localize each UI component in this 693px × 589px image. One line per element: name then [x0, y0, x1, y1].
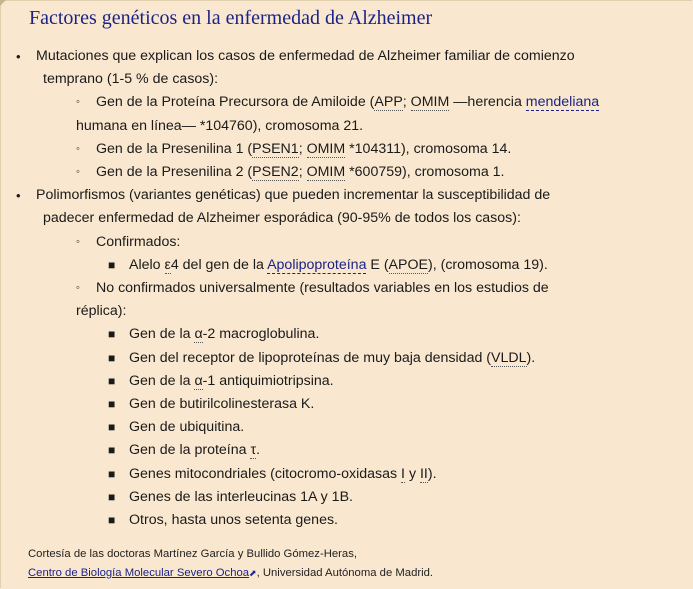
abbr-roman-i[interactable]: I — [401, 465, 405, 482]
link-cbm-severo-ochoa[interactable]: Centro de Biología Molecular Severo Ochoa — [28, 567, 250, 579]
list-item-polymorphisms-cont: padecer enfermedad de Alzheimer esporádica (90-95% de todos los casos): — [43, 210, 521, 227]
list-item-not-confirmed: ◦ No confirmados universalmente (resultados variables en los estudios de — [28, 277, 668, 300]
list-item-gene-7: ■ Genes mitocondriales (citocromo-oxidasas I y II). — [28, 463, 668, 486]
bullet-disc-icon: • — [16, 188, 21, 204]
credits — [28, 545, 433, 583]
bullet-disc-icon: • — [16, 49, 21, 64]
abbr-apoe[interactable]: APOE — [388, 256, 428, 273]
list-item-apoe: ■ Alelo ε4 del gen de la Apolipoproteína E (APOE), (cromosoma 19). — [28, 254, 668, 277]
bullet-square-icon: ■ — [108, 257, 116, 272]
credits-line-1: Cortesía de las doctoras Martínez García y Bullido Gómez-Heras, — [28, 548, 357, 560]
corner-mark — [0, 0, 6, 6]
external-link-icon: ⬈ — [249, 568, 257, 578]
abbr-omim[interactable]: OMIM — [306, 164, 346, 181]
bullet-circle-icon: ◦ — [76, 282, 80, 295]
credits-line-2: Centro de Biología Molecular Severo Ochoa⬈, Universidad Autónoma de Madrid. — [28, 567, 434, 579]
list-item-gene-8: ■ Genes de las interleucinas 1A y 1B. — [28, 486, 668, 509]
abbr-psen2[interactable]: PSEN2 — [252, 164, 299, 181]
list-item-psen1: ◦ Gen de la Presenilina 1 (PSEN1; OMIM *104311), cromosoma 14. — [28, 138, 668, 161]
list-item-gene-4: ■ Gen de butirilcolinesterasa K. — [28, 393, 668, 416]
link-mendeliana[interactable]: mendeliana — [525, 94, 600, 111]
abbr-epsilon[interactable]: ε — [164, 256, 171, 273]
abbr-roman-ii[interactable]: II — [419, 465, 428, 482]
list-item-gene-1: ■ Gen de la α-2 macroglobulina. — [28, 323, 668, 346]
bullet-square-icon: ■ — [108, 373, 116, 388]
list-item-psen2: ◦ Gen de la Presenilina 2 (PSEN2; OMIM *600759), cromosoma 1. — [28, 161, 668, 184]
list-item-gene-5: ■ Gen de ubiquitina. — [28, 416, 668, 439]
bullet-square-icon: ■ — [108, 443, 116, 458]
abbr-alpha[interactable]: α — [194, 326, 203, 343]
list-item-app-cont: humana en línea— *104760), cromosoma 21. — [76, 117, 364, 134]
abbr-omim[interactable]: OMIM — [410, 94, 450, 111]
abbr-tau[interactable]: τ — [250, 442, 257, 459]
list-item-mutations-cont: temprano (1-5 % de casos): — [43, 71, 219, 88]
list-item-gene-3: ■ Gen de la α-1 antiquimiotripsina. — [28, 370, 668, 393]
bullet-square-icon: ■ — [108, 397, 116, 412]
abbr-app[interactable]: APP — [374, 94, 403, 111]
bullet-square-icon: ■ — [108, 489, 116, 504]
list-item-gene-9: ■ Otros, hasta unos setenta genes. — [28, 509, 668, 532]
abbr-vldl[interactable]: VLDL — [491, 349, 527, 366]
list-item-gene-2: ■ Gen del receptor de lipoproteínas de muy baja densidad (VLDL). — [28, 347, 668, 370]
list-item-gene-6: ■ Gen de la proteína τ. — [28, 439, 668, 462]
link-apolipoproteina[interactable]: Apolipoproteína — [267, 256, 367, 273]
bullet-square-icon: ■ — [108, 420, 116, 435]
abbr-omim[interactable]: OMIM — [306, 140, 346, 157]
list-item-confirmed: ◦ Confirmados: — [28, 231, 668, 254]
abbr-alpha[interactable]: α — [194, 372, 203, 389]
page-title: Factores genéticos en la enfermedad de Alzheimer — [29, 7, 433, 29]
bullet-square-icon: ■ — [108, 466, 116, 481]
list-item-app: ◦ Gen de la Proteína Precursora de Amiloide (APP; OMIM —herencia mendeliana — [28, 91, 668, 114]
bullet-square-icon: ■ — [108, 327, 116, 342]
bullet-circle-icon: ◦ — [76, 235, 80, 248]
abbr-psen1[interactable]: PSEN1 — [252, 140, 299, 157]
bullet-circle-icon: ◦ — [76, 166, 80, 179]
gene-list — [16, 45, 668, 532]
list-item-polymorphisms: • Polimorfismos (variantes genéticas) que pueden incrementar la susceptibilidad de — [28, 184, 668, 207]
list-item-mutations: • Mutaciones que explican los casos de enfermedad de Alzheimer familiar de comienzo — [28, 45, 668, 68]
bullet-square-icon: ■ — [108, 350, 116, 365]
bullet-circle-icon: ◦ — [76, 142, 80, 155]
list-item-not-confirmed-cont: réplica): — [76, 303, 127, 320]
bullet-square-icon: ■ — [108, 513, 116, 528]
bullet-circle-icon: ◦ — [76, 96, 80, 109]
